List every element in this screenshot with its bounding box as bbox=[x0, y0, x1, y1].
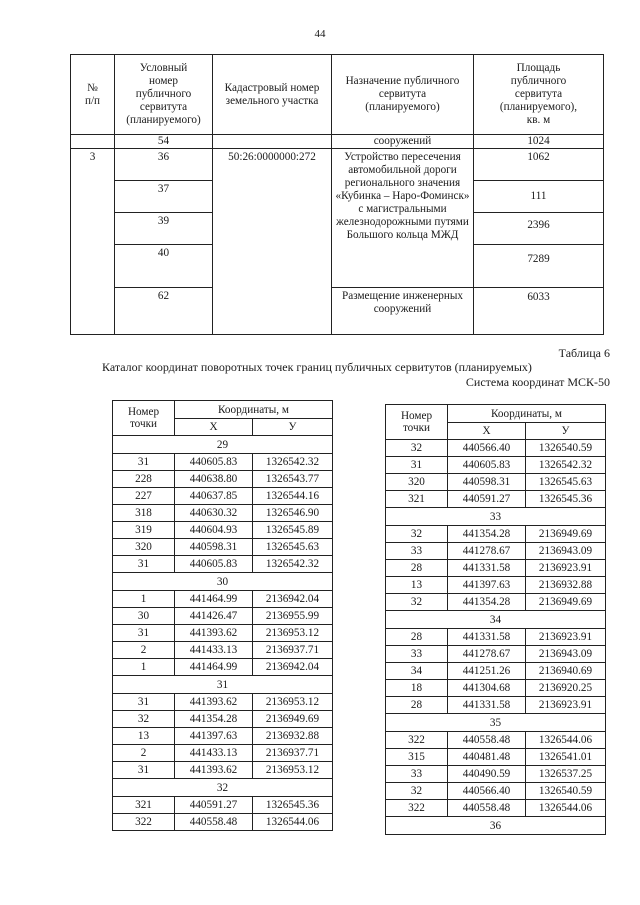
header-point-no: Номер точки bbox=[386, 405, 448, 440]
cell-y: 2136937.71 bbox=[253, 745, 333, 762]
table-row bbox=[113, 728, 333, 745]
group-title: 34 bbox=[386, 611, 606, 629]
cell-y: 1326545.36 bbox=[526, 491, 606, 508]
cell-y: 2136953.12 bbox=[253, 694, 333, 711]
table-row bbox=[113, 745, 333, 762]
group-row bbox=[113, 779, 333, 797]
cell-x: 441433.13 bbox=[175, 745, 253, 762]
cell-y: 1326542.32 bbox=[526, 457, 606, 474]
cell-y: 1326542.32 bbox=[253, 454, 333, 471]
table-row bbox=[386, 663, 606, 680]
cell-point-no: 319 bbox=[113, 522, 175, 539]
table-row bbox=[386, 526, 606, 543]
cell-empty bbox=[71, 135, 115, 149]
header-no: № п/п bbox=[71, 55, 115, 135]
cell-y: 2136953.12 bbox=[253, 625, 333, 642]
cell-point-no: 28 bbox=[386, 697, 448, 714]
cell-x: 441331.58 bbox=[448, 629, 526, 646]
table-row bbox=[386, 594, 606, 611]
table-row bbox=[386, 543, 606, 560]
cell-point-no: 32 bbox=[386, 526, 448, 543]
cell-x: 441331.58 bbox=[448, 560, 526, 577]
cell-point-no: 28 bbox=[386, 560, 448, 577]
cell-no: 3 bbox=[71, 149, 115, 335]
table-row bbox=[386, 560, 606, 577]
cell-point-no: 322 bbox=[113, 814, 175, 831]
cell-area: 1062 bbox=[474, 149, 604, 181]
header-coordinates: Координаты, м bbox=[175, 401, 333, 419]
cell-x: 441393.62 bbox=[175, 762, 253, 779]
coordinate-system: Система координат МСК-50 bbox=[465, 375, 610, 389]
cell-y: 2136949.69 bbox=[526, 594, 606, 611]
cell-point-no: 1 bbox=[113, 591, 175, 608]
cell-y: 2136949.69 bbox=[526, 526, 606, 543]
group-row bbox=[386, 817, 606, 835]
cell-empty bbox=[213, 135, 332, 149]
header-servitude-no: Условный номер публичного сервитута (планируемого) bbox=[115, 55, 213, 135]
cell-x: 440598.31 bbox=[175, 539, 253, 556]
table-row bbox=[113, 539, 333, 556]
cell-x: 440566.40 bbox=[448, 783, 526, 800]
group-title: 29 bbox=[113, 436, 333, 454]
cell-y: 2136942.04 bbox=[253, 659, 333, 676]
cell-point-no: 30 bbox=[113, 608, 175, 625]
table-row bbox=[113, 711, 333, 728]
cell-servitude-no: 40 bbox=[115, 245, 213, 288]
table-row bbox=[386, 646, 606, 663]
cell-x: 441433.13 bbox=[175, 642, 253, 659]
cell-point-no: 33 bbox=[386, 543, 448, 560]
header-coordinates: Координаты, м bbox=[448, 405, 606, 423]
table-row bbox=[113, 556, 333, 573]
cell-x: 440605.83 bbox=[175, 454, 253, 471]
cell-point-no: 2 bbox=[113, 745, 175, 762]
header-purpose: Назначение публичного сервитута (планируемого) bbox=[332, 55, 474, 135]
cell-servitude-no: 54 bbox=[115, 135, 213, 149]
table-row bbox=[113, 762, 333, 779]
cell-point-no: 227 bbox=[113, 488, 175, 505]
cell-y: 1326537.25 bbox=[526, 766, 606, 783]
cell-y: 2136932.88 bbox=[253, 728, 333, 745]
group-row bbox=[113, 573, 333, 591]
table-row bbox=[386, 749, 606, 766]
cell-y: 1326544.06 bbox=[526, 800, 606, 817]
cell-point-no: 33 bbox=[386, 646, 448, 663]
table-row bbox=[386, 440, 606, 457]
table-row bbox=[113, 454, 333, 471]
group-title: 36 bbox=[386, 817, 606, 835]
cell-x: 441464.99 bbox=[175, 659, 253, 676]
cell-y: 1326542.32 bbox=[253, 556, 333, 573]
group-title: 32 bbox=[113, 779, 333, 797]
table-row bbox=[113, 488, 333, 505]
cell-point-no: 34 bbox=[386, 663, 448, 680]
table-label: Таблица 6 bbox=[558, 346, 610, 360]
cell-point-no: 33 bbox=[386, 766, 448, 783]
cell-y: 1326545.63 bbox=[253, 539, 333, 556]
header-x: X bbox=[448, 423, 526, 440]
cell-purpose-main: Устройство пересечения автомобильной дороги регионального значения «Кубинка – Наро-Фоминск» с магистральными железнодорожными путями Большого кольца МЖД bbox=[332, 149, 474, 288]
cell-point-no: 31 bbox=[386, 457, 448, 474]
group-title: 35 bbox=[386, 714, 606, 732]
table-row bbox=[113, 591, 333, 608]
cell-y: 1326540.59 bbox=[526, 783, 606, 800]
table-row bbox=[113, 797, 333, 814]
table-row bbox=[386, 783, 606, 800]
cell-servitude-no: 37 bbox=[115, 181, 213, 213]
cell-point-no: 318 bbox=[113, 505, 175, 522]
cell-y: 1326541.01 bbox=[526, 749, 606, 766]
page-number: 44 bbox=[314, 28, 326, 40]
cell-x: 441251.26 bbox=[448, 663, 526, 680]
cell-x: 441304.68 bbox=[448, 680, 526, 697]
cell-area: 2396 bbox=[474, 213, 604, 245]
cell-area: 111 bbox=[474, 181, 604, 213]
cell-point-no: 32 bbox=[386, 594, 448, 611]
cell-x: 441397.63 bbox=[175, 728, 253, 745]
cell-area: 7289 bbox=[474, 245, 604, 288]
cell-point-no: 32 bbox=[386, 440, 448, 457]
header-cadastral: Кадастровый номер земельного участка bbox=[213, 55, 332, 135]
cell-x: 440490.59 bbox=[448, 766, 526, 783]
cell-point-no: 322 bbox=[386, 800, 448, 817]
cell-x: 440566.40 bbox=[448, 440, 526, 457]
group-row bbox=[386, 611, 606, 629]
table-row bbox=[113, 505, 333, 522]
cell-point-no: 322 bbox=[386, 732, 448, 749]
cell-point-no: 31 bbox=[113, 762, 175, 779]
cell-x: 441331.58 bbox=[448, 697, 526, 714]
cell-y: 2136942.04 bbox=[253, 591, 333, 608]
cell-point-no: 32 bbox=[113, 711, 175, 728]
cell-y: 2136955.99 bbox=[253, 608, 333, 625]
cell-point-no: 2 bbox=[113, 642, 175, 659]
cell-point-no: 320 bbox=[113, 539, 175, 556]
cell-x: 440558.48 bbox=[448, 800, 526, 817]
cell-y: 1326544.16 bbox=[253, 488, 333, 505]
cell-y: 2136932.88 bbox=[526, 577, 606, 594]
cell-purpose: сооружений bbox=[332, 135, 474, 149]
group-row bbox=[113, 436, 333, 454]
cell-point-no: 28 bbox=[386, 629, 448, 646]
table-row bbox=[113, 659, 333, 676]
cell-y: 2136949.69 bbox=[253, 711, 333, 728]
table-row bbox=[386, 629, 606, 646]
cell-y: 1326540.59 bbox=[526, 440, 606, 457]
cell-point-no: 13 bbox=[113, 728, 175, 745]
cell-point-no: 321 bbox=[113, 797, 175, 814]
cell-x: 440605.83 bbox=[448, 457, 526, 474]
cell-point-no: 1 bbox=[113, 659, 175, 676]
cell-x: 441393.62 bbox=[175, 694, 253, 711]
group-title: 30 bbox=[113, 573, 333, 591]
cell-y: 2136923.91 bbox=[526, 560, 606, 577]
coordinates-table-right bbox=[385, 404, 606, 835]
cell-cadastral: 50:26:0000000:272 bbox=[213, 149, 332, 335]
cell-point-no: 31 bbox=[113, 694, 175, 711]
group-title: 31 bbox=[113, 676, 333, 694]
cell-x: 440558.48 bbox=[448, 732, 526, 749]
cell-x: 440637.85 bbox=[175, 488, 253, 505]
cell-servitude-no: 62 bbox=[115, 288, 213, 335]
cell-x: 440630.32 bbox=[175, 505, 253, 522]
cell-x: 441278.67 bbox=[448, 646, 526, 663]
cell-y: 2136920.25 bbox=[526, 680, 606, 697]
table-row bbox=[386, 680, 606, 697]
cell-point-no: 321 bbox=[386, 491, 448, 508]
cell-point-no: 320 bbox=[386, 474, 448, 491]
cell-purpose: Размещение инженерных сооружений bbox=[332, 288, 474, 335]
group-row bbox=[113, 676, 333, 694]
cell-y: 2136940.69 bbox=[526, 663, 606, 680]
cell-area: 1024 bbox=[474, 135, 604, 149]
cell-servitude-no: 36 bbox=[115, 149, 213, 181]
cell-x: 440591.27 bbox=[175, 797, 253, 814]
cell-y: 2136937.71 bbox=[253, 642, 333, 659]
cell-x: 441354.28 bbox=[448, 594, 526, 611]
cell-y: 1326544.06 bbox=[253, 814, 333, 831]
coordinates-table-left bbox=[112, 400, 333, 831]
cell-point-no: 31 bbox=[113, 454, 175, 471]
table-row bbox=[386, 800, 606, 817]
cell-point-no: 31 bbox=[113, 625, 175, 642]
header-x: X bbox=[175, 419, 253, 436]
cell-y: 1326546.90 bbox=[253, 505, 333, 522]
table-row bbox=[386, 732, 606, 749]
cell-y: 1326545.63 bbox=[526, 474, 606, 491]
cell-y: 2136943.09 bbox=[526, 543, 606, 560]
cell-servitude-no: 39 bbox=[115, 213, 213, 245]
header-y: У bbox=[253, 419, 333, 436]
servitude-table bbox=[70, 54, 604, 335]
table-caption: Каталог координат поворотных точек границ публичных сервитутов (планируемых) bbox=[102, 360, 532, 374]
cell-y: 2136953.12 bbox=[253, 762, 333, 779]
cell-point-no: 228 bbox=[113, 471, 175, 488]
table-row bbox=[113, 625, 333, 642]
cell-y: 1326545.89 bbox=[253, 522, 333, 539]
cell-area: 6033 bbox=[474, 288, 604, 335]
cell-y: 1326544.06 bbox=[526, 732, 606, 749]
cell-x: 440598.31 bbox=[448, 474, 526, 491]
cell-point-no: 13 bbox=[386, 577, 448, 594]
header-area: Площадь публичного сервитута (планируемого), кв. м bbox=[474, 55, 604, 135]
cell-y: 2136923.91 bbox=[526, 629, 606, 646]
cell-x: 441354.28 bbox=[448, 526, 526, 543]
cell-x: 441278.67 bbox=[448, 543, 526, 560]
cell-x: 441426.47 bbox=[175, 608, 253, 625]
cell-x: 441354.28 bbox=[175, 711, 253, 728]
header-y: У bbox=[526, 423, 606, 440]
table-row bbox=[386, 697, 606, 714]
cell-x: 440481.48 bbox=[448, 749, 526, 766]
cell-x: 440605.83 bbox=[175, 556, 253, 573]
cell-point-no: 18 bbox=[386, 680, 448, 697]
group-title: 33 bbox=[386, 508, 606, 526]
cell-x: 441393.62 bbox=[175, 625, 253, 642]
table-row bbox=[113, 814, 333, 831]
cell-y: 1326543.77 bbox=[253, 471, 333, 488]
cell-x: 441397.63 bbox=[448, 577, 526, 594]
table-row bbox=[386, 491, 606, 508]
table-row bbox=[113, 608, 333, 625]
table-row bbox=[113, 522, 333, 539]
header-point-no: Номер точки bbox=[113, 401, 175, 436]
cell-y: 2136923.91 bbox=[526, 697, 606, 714]
table-row bbox=[113, 642, 333, 659]
group-row bbox=[386, 508, 606, 526]
cell-x: 440591.27 bbox=[448, 491, 526, 508]
cell-point-no: 31 bbox=[113, 556, 175, 573]
cell-x: 440558.48 bbox=[175, 814, 253, 831]
cell-x: 441464.99 bbox=[175, 591, 253, 608]
table-row bbox=[386, 577, 606, 594]
cell-point-no: 315 bbox=[386, 749, 448, 766]
cell-y: 1326545.36 bbox=[253, 797, 333, 814]
cell-x: 440604.93 bbox=[175, 522, 253, 539]
table-row bbox=[113, 471, 333, 488]
group-row bbox=[386, 714, 606, 732]
table-row bbox=[386, 474, 606, 491]
cell-x: 440638.80 bbox=[175, 471, 253, 488]
cell-point-no: 32 bbox=[386, 783, 448, 800]
cell-y: 2136943.09 bbox=[526, 646, 606, 663]
table-row bbox=[386, 457, 606, 474]
table-row bbox=[386, 766, 606, 783]
table-row bbox=[113, 694, 333, 711]
